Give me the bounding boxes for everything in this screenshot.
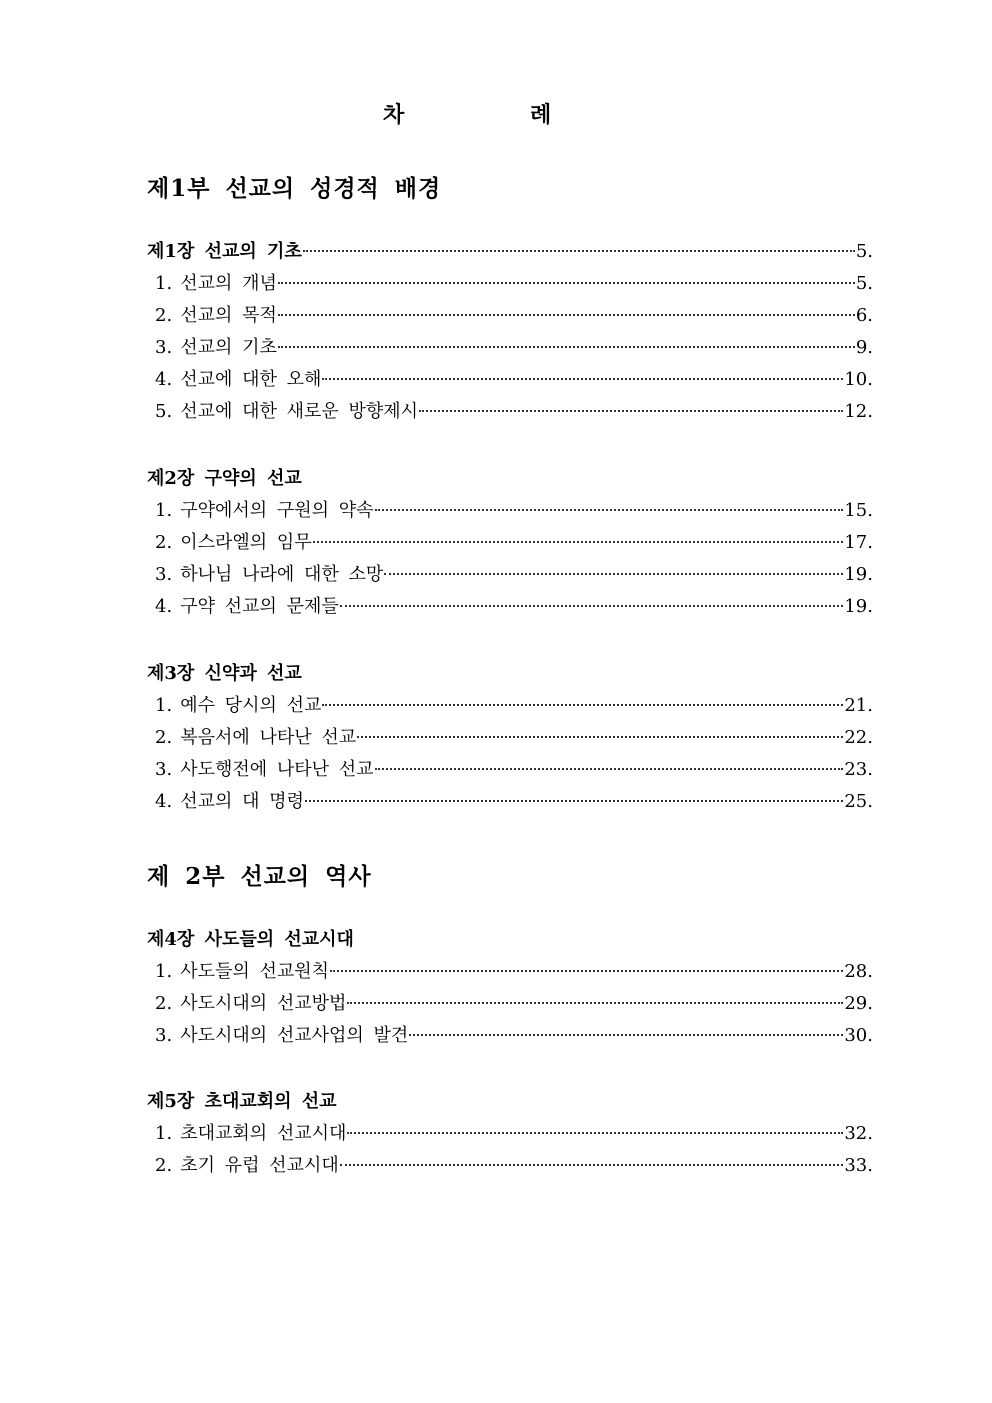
title-char-1: 차 bbox=[383, 102, 405, 128]
page-number: 15. bbox=[844, 500, 873, 521]
toc-section-row[interactable] bbox=[147, 1118, 873, 1150]
toc-section-row[interactable] bbox=[147, 690, 873, 722]
toc-section-row[interactable] bbox=[147, 722, 873, 754]
section-title: 예수 당시의 선교 bbox=[180, 695, 322, 716]
dot-leader bbox=[384, 572, 843, 575]
section-number: 5. bbox=[155, 401, 173, 422]
dot-leader bbox=[357, 735, 843, 738]
dot-leader bbox=[347, 1001, 843, 1004]
section-title: 선교의 기초 bbox=[180, 337, 277, 358]
page-number: 32. bbox=[844, 1123, 873, 1144]
toc-section-row[interactable] bbox=[147, 495, 873, 527]
section-title: 구약에서의 구원의 약속 bbox=[180, 500, 374, 521]
toc-section-row[interactable] bbox=[147, 364, 873, 396]
page-number: 33. bbox=[844, 1155, 873, 1176]
toc-section-row[interactable] bbox=[147, 300, 873, 332]
section-title: 사도들의 선교원칙 bbox=[180, 961, 330, 982]
dot-leader bbox=[340, 1163, 844, 1166]
page-number: 22. bbox=[844, 727, 873, 748]
page-number: 21. bbox=[844, 695, 873, 716]
chapter-title: 제5장 초대교회의 선교 bbox=[147, 1091, 337, 1112]
section-title: 선교에 대한 오해 bbox=[180, 369, 322, 390]
toc-section-row[interactable] bbox=[147, 1150, 873, 1182]
section-number: 4. bbox=[155, 369, 173, 390]
dot-leader bbox=[409, 1033, 843, 1036]
dot-leader bbox=[375, 508, 844, 511]
toc-chapter-row[interactable] bbox=[147, 463, 873, 495]
page-number: 6. bbox=[855, 305, 873, 326]
part-heading: 제 2부 선교의 역사 bbox=[147, 863, 372, 890]
dot-leader bbox=[278, 281, 855, 284]
page-number: 25. bbox=[844, 791, 873, 812]
chapter-block bbox=[147, 924, 873, 1052]
dot-leader bbox=[340, 604, 844, 607]
chapter-title: 제3장 신약과 선교 bbox=[147, 663, 302, 684]
section-title: 선교의 목적 bbox=[180, 305, 277, 326]
dot-leader bbox=[303, 249, 855, 252]
page-number: 17. bbox=[844, 532, 873, 553]
chapter-block bbox=[147, 658, 873, 818]
page-number: 28. bbox=[844, 961, 873, 982]
section-number: 4. bbox=[155, 596, 173, 617]
dot-leader bbox=[375, 767, 844, 770]
section-title: 선교의 개념 bbox=[180, 273, 277, 294]
section-number: 2. bbox=[155, 305, 173, 326]
section-number: 1. bbox=[155, 1123, 173, 1144]
toc-section-row[interactable] bbox=[147, 527, 873, 559]
section-number: 1. bbox=[155, 273, 173, 294]
dot-leader bbox=[278, 345, 855, 348]
toc-section-row[interactable] bbox=[147, 591, 873, 623]
section-number: 3. bbox=[155, 564, 173, 585]
toc-chapter-row[interactable] bbox=[147, 924, 873, 956]
section-number: 3. bbox=[155, 1025, 173, 1046]
section-number: 2. bbox=[155, 727, 173, 748]
toc-section-row[interactable] bbox=[147, 1020, 873, 1052]
section-number: 4. bbox=[155, 791, 173, 812]
toc-section-row[interactable] bbox=[147, 332, 873, 364]
section-title: 하나님 나라에 대한 소망 bbox=[180, 564, 384, 585]
chapter-block bbox=[147, 463, 873, 623]
chapter-title: 제1장 선교의 기초 bbox=[147, 241, 302, 262]
toc-chapter-row[interactable] bbox=[147, 236, 873, 268]
page-number: 10. bbox=[844, 369, 873, 390]
section-number: 2. bbox=[155, 532, 173, 553]
page-number: 23. bbox=[844, 759, 873, 780]
dot-leader bbox=[278, 313, 855, 316]
page-number: 12. bbox=[844, 401, 873, 422]
chapter-block bbox=[147, 236, 873, 428]
page-number: 5. bbox=[855, 273, 873, 294]
page-number: 19. bbox=[844, 564, 873, 585]
section-number: 1. bbox=[155, 695, 173, 716]
chapter-title: 제2장 구약의 선교 bbox=[147, 468, 302, 489]
title-char-2: 례 bbox=[530, 102, 552, 128]
section-title: 구약 선교의 문제들 bbox=[180, 596, 339, 617]
page-number: 19. bbox=[844, 596, 873, 617]
document-title bbox=[0, 98, 992, 130]
section-title: 초기 유럽 선교시대 bbox=[180, 1155, 339, 1176]
toc-section-row[interactable] bbox=[147, 559, 873, 591]
toc-section-row[interactable] bbox=[147, 956, 873, 988]
section-title: 복음서에 나타난 선교 bbox=[180, 727, 357, 748]
page-number: 5. bbox=[855, 241, 873, 262]
dot-leader bbox=[313, 540, 844, 543]
page-number: 29. bbox=[844, 993, 873, 1014]
dot-leader bbox=[322, 377, 843, 380]
part-heading: 제1부 선교의 성경적 배경 bbox=[147, 175, 442, 202]
toc-chapter-row[interactable] bbox=[147, 658, 873, 690]
toc-section-row[interactable] bbox=[147, 396, 873, 428]
dot-leader bbox=[347, 1131, 843, 1134]
section-title: 사도시대의 선교사업의 발견 bbox=[180, 1025, 409, 1046]
toc-chapter-row[interactable] bbox=[147, 1086, 873, 1118]
page-number: 30. bbox=[844, 1025, 873, 1046]
dot-leader bbox=[330, 969, 843, 972]
section-title: 선교의 대 명령 bbox=[180, 791, 304, 812]
section-title: 이스라엘의 임무 bbox=[180, 532, 312, 553]
dot-leader bbox=[305, 799, 843, 802]
dot-leader bbox=[322, 703, 843, 706]
section-number: 1. bbox=[155, 961, 173, 982]
section-title: 사도시대의 선교방법 bbox=[180, 993, 347, 1014]
toc-section-row[interactable] bbox=[147, 268, 873, 300]
section-number: 2. bbox=[155, 1155, 173, 1176]
section-number: 2. bbox=[155, 993, 173, 1014]
page-number: 9. bbox=[855, 337, 873, 358]
section-title: 초대교회의 선교시대 bbox=[180, 1123, 347, 1144]
section-number: 1. bbox=[155, 500, 173, 521]
toc-section-row[interactable] bbox=[147, 988, 873, 1020]
chapter-title: 제4장 사도들의 선교시대 bbox=[147, 929, 354, 950]
dot-leader bbox=[419, 409, 843, 412]
toc-section-row[interactable] bbox=[147, 786, 873, 818]
section-title: 사도행전에 나타난 선교 bbox=[180, 759, 374, 780]
section-title: 선교에 대한 새로운 방향제시 bbox=[180, 401, 419, 422]
section-number: 3. bbox=[155, 337, 173, 358]
section-number: 3. bbox=[155, 759, 173, 780]
chapter-block bbox=[147, 1086, 873, 1182]
toc-section-row[interactable] bbox=[147, 754, 873, 786]
